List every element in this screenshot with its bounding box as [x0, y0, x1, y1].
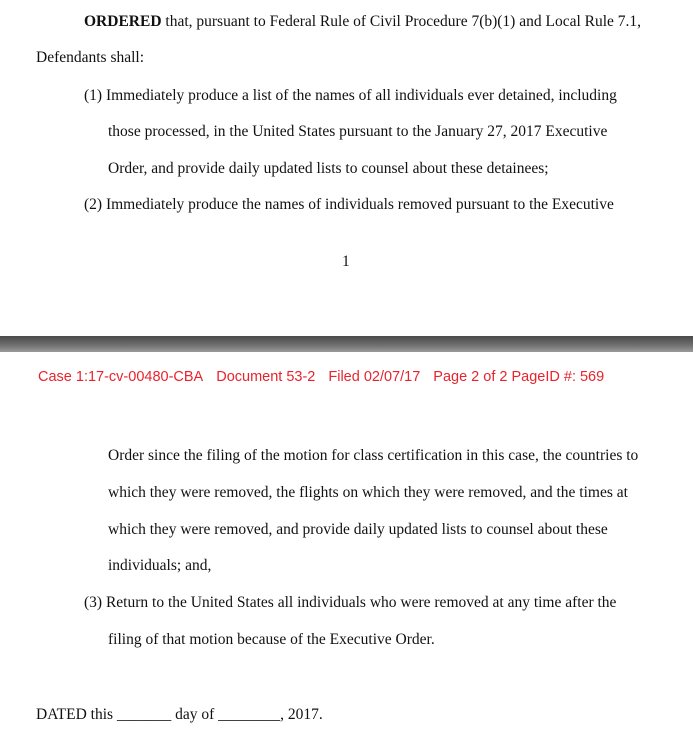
item-3-line-1: (3) Return to the United States all individuals who were removed at any time after the — [84, 594, 617, 611]
ordered-paragraph — [84, 14, 641, 30]
stamp-document-number: Document 53-2 — [216, 369, 316, 385]
item-2-line-1: (2) Immediately produce the names of individuals removed pursuant to the Executive — [84, 196, 614, 213]
item-2-cont-line-3: which they were removed, and provide daily updated lists to counsel about these — [108, 521, 608, 538]
item-2-cont-line-4: individuals; and, — [108, 557, 212, 574]
ordered-text: that, pursuant to Federal Rule of Civil Procedure 7(b)(1) and Local Rule 7.1, — [161, 13, 642, 30]
page-number: 1 — [342, 253, 350, 270]
item-1-line-2: those processed, in the United States pursuant to the January 27, 2017 Executive — [108, 123, 608, 140]
defendants-line: Defendants shall: — [36, 49, 145, 66]
stamp-filed-date: Filed 02/07/17 — [328, 369, 421, 385]
ordered-keyword: ORDERED — [84, 13, 162, 30]
stamp-page-id: Page 2 of 2 PageID #: 569 — [433, 369, 605, 385]
item-1-line-1: (1) Immediately produce a list of the names of all individuals ever detained, including — [84, 87, 617, 104]
item-3-line-2: filing of that motion because of the Executive Order. — [108, 631, 435, 648]
item-1-line-3: Order, and provide daily updated lists to counsel about these detainees; — [108, 160, 549, 177]
case-header-stamp — [38, 370, 604, 385]
stamp-case-number: Case 1:17-cv-00480-CBA — [38, 369, 204, 385]
dated-line: DATED this _______ day of ________, 2017. — [36, 706, 323, 723]
page-divider — [0, 336, 693, 352]
item-2-cont-line-2: which they were removed, the flights on which they were removed, and the times at — [108, 484, 628, 501]
item-2-cont-line-1: Order since the filing of the motion for class certification in this case, the countries to — [108, 447, 639, 464]
